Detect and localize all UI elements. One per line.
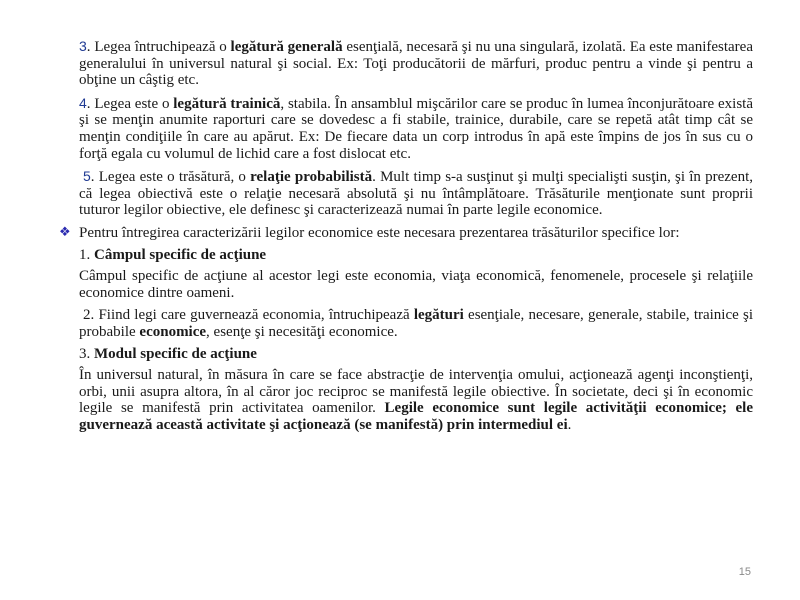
text-run: . Legea este o bbox=[86, 95, 174, 112]
text-run: În universul natural, în măsura în care se face abstracţie de intervenţia omului, acţionează agenţi inconştienţi, orbi, unii asupra altora, în al căror joc reciproc se manifestă legile obiective. În societate, deci şi în economic legile se manifestă prin activitatea oamenilor. bbox=[79, 367, 753, 417]
text-run: , stabila. În ansamblul mişcărilor care se produc în lumea înconjurătoare există şi se menţin anumite raporturi care se dovedesc a fi stabile, trainice, durabile, care se repetă atât timp cât se menţin condiţiile în care au apărut. Ex: De fiecare data un corp introdus în apă este împins de jos în sus cu o forţă egala cu volumul de lichid care a fost dislocat etc. bbox=[79, 95, 753, 162]
text-run: . bbox=[567, 416, 572, 433]
bold-statement: Legile economice sunt legile activităţii economice; ele guvernează această activitate şi acţionează (se manifestă) prin intermediul ei bbox=[79, 400, 753, 433]
paragraph-4 bbox=[79, 95, 753, 162]
bold-term: legătură generală bbox=[230, 39, 343, 55]
item-number: 3 bbox=[79, 38, 87, 54]
subheading-1 bbox=[79, 247, 753, 264]
text-run: . Mult timp s-a susţinut şi mulţi specialişti susţin, şi în prezent, că legea obiectivă este o relaţie necesară absolută şi nu întâmplătoare. Trăsăturile menţionate sunt proprii tuturor legilor obiective, ele definesc şi caracterizează numai în parte legile economice. bbox=[79, 169, 754, 219]
paragraph-3 bbox=[79, 38, 753, 89]
subheading-3-body bbox=[79, 367, 753, 433]
diamond-bullet-icon: ❖ bbox=[59, 224, 71, 240]
bold-term: relaţie probabilistă bbox=[250, 169, 373, 186]
subheading-3 bbox=[79, 346, 753, 363]
page-number: 15 bbox=[738, 566, 751, 578]
text-run: . Legea este o trăsătură, o bbox=[90, 169, 251, 186]
text-run: . bbox=[86, 246, 94, 263]
bullet-text: Pentru întregirea caracterizării legilor economice este necesara prezentarea trăsăturilor specifice lor: bbox=[79, 224, 680, 241]
slide-content bbox=[59, 38, 754, 439]
item-number: 5 bbox=[83, 168, 91, 185]
text-run: . Fiind legi care guvernează economia, întruchipează bbox=[90, 307, 414, 324]
text-run: esenţiale, necesare, generale, stabile, trainice şi probabile bbox=[79, 307, 753, 340]
paragraph-s2 bbox=[79, 307, 753, 340]
text-run: esenţială, necesară şi nu una singulară, izolată. Ea este manifestarea generalului în universul natural şi social. Ex: Toţi producătorii de mărfuri, produc pentru a vinde şi pentru a obţine un câştig etc. bbox=[79, 39, 753, 89]
subheading-1-body bbox=[79, 268, 753, 301]
bold-term: legături bbox=[413, 307, 464, 324]
text-run: , esenţe şi necesităţi economice. bbox=[206, 323, 398, 340]
text-run: . bbox=[86, 345, 94, 362]
subheading-title: Câmpul specific de acţiune bbox=[94, 246, 267, 263]
text-run: Câmpul specific de acţiune al acestor legi este economia, viaţa economică, fenomenele, procesele şi relaţiile economice dintre oameni. bbox=[79, 268, 753, 301]
bullet-paragraph bbox=[59, 224, 753, 242]
subheading-number: 3 bbox=[79, 345, 87, 362]
text-run: . Legea întruchipează o bbox=[86, 39, 231, 55]
paragraph-5 bbox=[79, 168, 753, 219]
bold-term: economice bbox=[139, 323, 207, 340]
item-number: 4 bbox=[79, 94, 87, 111]
item-number: 2 bbox=[83, 307, 91, 324]
subheading-number: 1 bbox=[79, 246, 87, 263]
subheading-title: Modul specific de acţiune bbox=[94, 345, 257, 362]
bold-term: legătură trainică bbox=[173, 95, 281, 112]
